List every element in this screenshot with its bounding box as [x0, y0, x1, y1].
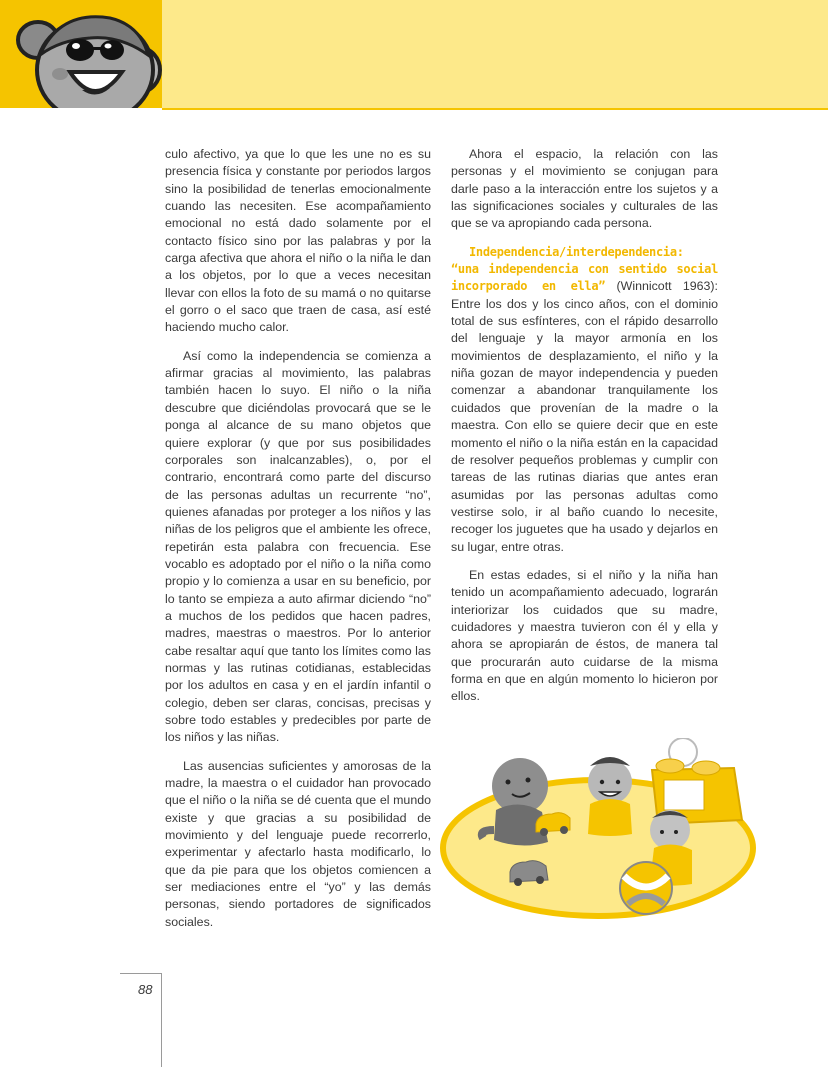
right-paragraph-2	[451, 244, 718, 556]
left-paragraph-2: Así como la independencia se comienza a afirmar gracias al movimiento, las palabras también hacen lo suyo. El niño o la niña descubre que diciéndolas provocará que se le ponga al alcance de su mano objetos que quiere explorar (y que por sus posibilidades corporales son inalcanzables), o, por el contrario, encontrará como parte del discurso de las personas adultas un recurrente “no”, quienes afanadas por proteger a los niños y las niñas de los peligros que el ambiente les ofrece, repetirán esta palabra con frecuencia. Ese vocablo es adoptado por el niño o la niña como propio y lo comienza a usar en su beneficio, por lo tanto se empieza a auto afirmar diciendo “no” a muchos de los pedidos que hacen padres, madres, maestras o maestros. Por lo anterior cabe resaltar aquí que tanto los límites como las normas y las rutinas cotidianas, establecidas por los adultos en casa y en el jardín infantil o colegio, deben ser claras, concisas, precisas y sobre todo estables y predecibles por parte de los niños y las niñas.	[165, 348, 431, 745]
footer-vertical-rule	[161, 973, 162, 1067]
children-playing-with-toys-illustration-icon	[438, 738, 768, 923]
smiling-girl-mascot-icon	[0, 0, 162, 108]
right-paragraph-3: En estas edades, si el niño y la niña han tenido un acompañamiento adecuado, lograrán interiorizar los cuidados que su madre, cuidadores y maestra tuvieron con él y ella y ahora se apropiarán de éstos, de manera tal que procurarán auto cuidarse de la misma forma en que en algún momento lo hicieron por ellos.	[451, 567, 718, 704]
header-band	[162, 0, 828, 108]
section-heading: Independencia/interdependencia: “una independencia con sentido social incorporado en ella”	[451, 244, 718, 294]
left-column	[165, 146, 431, 942]
left-paragraph-1: culo afectivo, ya que lo que les une no es su presencia física y constante por periodos largos sino la posibilidad de tenerlas emocionalmente cuando las necesiten. Ese acompañamiento emocional no está dado solamente por el contacto físico sino por las palabras y por la carga afectiva que ahora el niño o la niña le dan a los objetos, por lo que a veces necesitan llevar con ellos la foto de su mamá o no quitarse el gorro o el saco que traen de casa, así esté haciendo mucho calor.	[165, 147, 431, 335]
right-paragraph-2-body: (Winnicott 1963): Entre los dos y los cinco años, con el dominio total de sus esfínteres, con el rápido desarrollo del lenguaje y la mayor armonía en los movimientos de desplazamiento, el niño y la niña gozan de mayor independencia y pueden comenzar a abandonar tranquilamente los cuidados que provenían de la madre o la maestra. Con ello se quiere decir que en este momento el niño o la niña están en la capacidad de resolver pequeños problemas y cumplir con tareas de las rutinas diarias que antes eran asumidas por las personas adultas como vestirse solo, ir al baño cuando lo necesite, recoger los juguetes que ha usado y dejarlos en su lugar, entre otras.	[451, 279, 718, 554]
left-paragraph-3: Las ausencias suficientes y amorosas de la madre, la maestra o el cuidador han provocado que el niño o la niña se dé cuenta que el mundo existe y que gracias a su posibilidad de movimiento y del lenguaje puede recorrerlo, experimentar y afectarlo hasta modificarlo, lo que da pie para que los objetos comiencen a ser mediaciones entre el “yo” y las demás personas, siendo portadores de significados sociales.	[165, 758, 431, 929]
right-paragraph-1: Ahora el espacio, la relación con las personas y el movimiento se conjugan para darle paso a la interacción entre los sujetos y a las significaciones sociales y culturales de las que se va apropiando cada persona.	[451, 147, 718, 231]
header-divider	[162, 108, 828, 110]
page-number: 88	[138, 982, 153, 997]
header-color-block	[0, 0, 162, 108]
right-column	[451, 146, 718, 717]
footer-rule	[120, 973, 162, 974]
